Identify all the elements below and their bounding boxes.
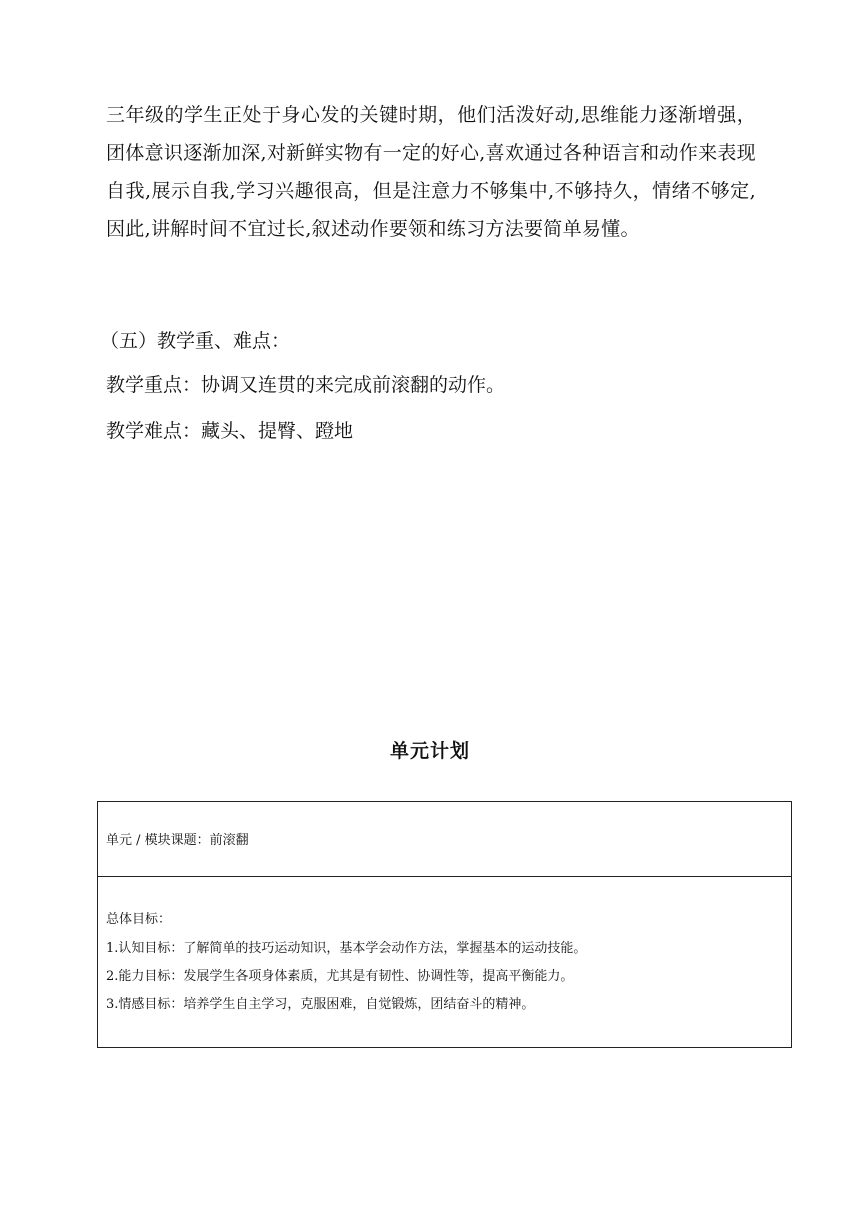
unit-topic-text: 单元 / 模块课题：前滚翻 [106,833,249,848]
unit-plan-title: 单元计划 [389,740,470,762]
goal-cognitive: 1.认知目标：了解简单的技巧运动知识，基本学会动作方法，掌握基本的运动技能。 [106,941,587,956]
overall-goals-row [98,877,791,1047]
goal-ability: 2.能力目标：发展学生各项身体素质，尤其是有韧性、协调性等，提高平衡能力。 [106,969,574,984]
teaching-key-points: 教学重点：协调又连贯的来完成前滚翻的动作。 [106,374,506,396]
unit-topic-row [98,802,791,877]
unit-plan-table [97,801,792,1048]
overall-goals-heading: 总体目标： [106,912,172,927]
student-analysis-paragraph: 三年级的学生正处于身心发的关键时期，他们活泼好动,思维能力逐渐增强，团体意识逐渐加深,对新鲜实物有一定的好心,喜欢通过各种语言和动作来表现自我,展示自我,学习兴趣很高，但是注意力不够集中,不够持久，情绪不够定,因此,讲解时间不宜过长,叙述动作要领和练习方法要简单易懂。 [106,104,756,240]
goal-emotional: 3.情感目标：培养学生自主学习，克服困难，自觉锻炼，团结奋斗的精神。 [106,997,535,1012]
section-heading-key-difficult-points: （五）教学重、难点： [100,330,291,352]
teaching-difficult-points: 教学难点：藏头、提臀、蹬地 [106,420,354,442]
